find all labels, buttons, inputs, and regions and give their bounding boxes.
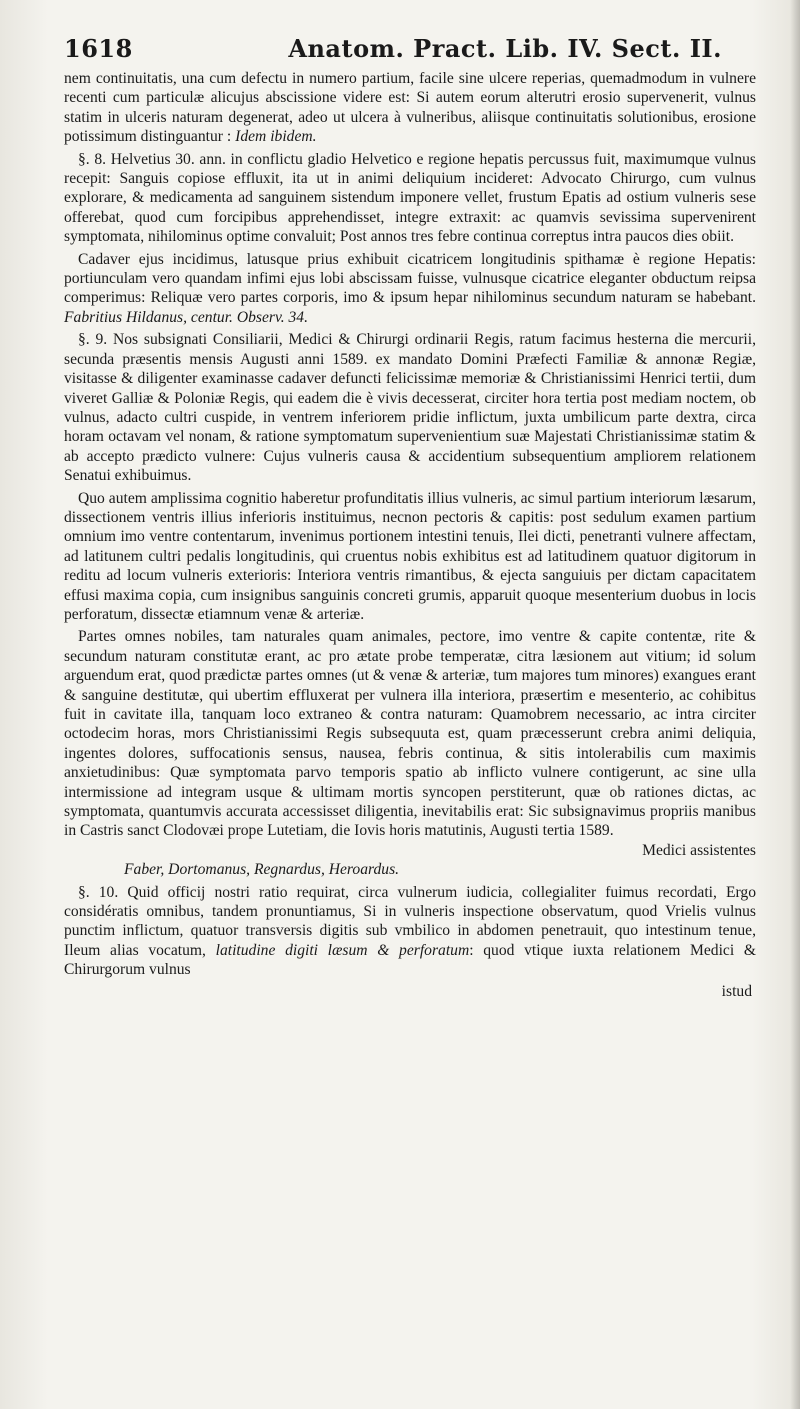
paragraph-section-9 [64, 330, 756, 485]
paragraph-text: Quo autem amplissima cognitio haberetur profunditatis illius vulneris, ac simul partium interiorum læsarum, dissectionem ventris illius inferioris instituimus, necnon pectoris & capitis: post sedulum examen partium omnium imo ventre contentarum, invenimus portionem intestini tenuis, Ilei dicti, penetranti vulnere affectam, ad latitunem cultri pedalis longitudinis, qui cruentus nobis exhibitus est ad latitudinem quatuor digitorum in reditu ad locum vulneris exterioris: Interiora ventris rimantibus, & ejecta sanguiuis per dictam capacitatem effusi maxima copia, cum insignibus sanguinis concreti grumis, apparuit quoque mesenterium duobus in locis perforatum, dissectæ etiamnum venæ & arteriæ. [64, 489, 756, 623]
citation: Fabritius Hildanus, centur. Observ. 34. [64, 308, 309, 326]
paragraph-text: §. 10. Quid officij nostri ratio requirat, circa vulnerum iudicia, collegialiter fuimus recordati, Ergo considératis omnibus, tandem pronuntiamus, Si in vulneris inspectione observatum, quod Vrielis vulnus punctim inflictum, quatuor transversis digitis sub vmbilico in abdomen penetrauit, quo intestinum tenue, Ileum alias vocatum, [64, 883, 756, 959]
paragraph-text: Partes omnes nobiles, tam naturales quam animales, pectore, imo ventre & capite contentæ, rite & secundum naturam constitutæ erant, ac pro ætate probe temperatæ, citra læsionem aut vitium; id solum arguendum erat, quod prædictæ partes omnes (ut & venæ & arteriæ, tum majores tum minores) exangues erant & sanguine destitutæ, qui ubertim effluxerat per vulnera illa interiora, præsertim e mesenterio, ac cohibitus fuit in cavitate illa, tanquam loco extraneo & contra naturam: Quamobrem necessario, ac intra circiter octodecim horas, mors Christianissimi Regis subsequuta est, quam præcesserunt crebra animi deliquia, ingentes dolores, suffocationis sensus, nausea, febris continua, & sitis intolerabilis cum maximis anxietudinibus: Quæ symptomata parvo temporis spatio ab inflicto vulnere contigerunt, ac sine ulla intermissione ad integram usque & ultimam mortis syncopen perstiterunt, quæ ob rationes dictas, ac symptomata, quantumvis accurata accessisset diligentia, inevitabilis erat: Sic subsignavimus propriis manibus in Castris sanct Clodovæi prope Lutetiam, die Iovis horis matutinis, Augusti tertia 1589. [64, 628, 756, 840]
paragraph-dissection [64, 489, 756, 625]
body-text [64, 69, 756, 980]
signature-line: Medici assistentes [642, 841, 756, 859]
paragraph-continuation [64, 69, 756, 147]
paragraph-section-8 [64, 150, 756, 247]
paragraph-text: §. 9. Nos subsignati Consiliarii, Medici & Chirurgi ordinarii Regis, ratum facimus hesterna die mercurii, secunda præsentis mensis Augusti anni 1589. ex mandato Domini Præfecti Familiæ & annonæ Regiæ, visitasse & diligenter examinasse cadaver defuncti felicissimæ memoriæ & Christianissimi Henrici tertii, dum viveret Galliæ & Poloniæ Regis, qui eadem die è vivis decesserat, circiter hora tertia post mediam noctem, ob vulnus, adacto cultri cuspide, in ventrem inferiorem pridie inflictum, juxta umbilicum parte dextra, circa horam octavam vel nonam, & ratione symptomatum supervenientium suæ Majestati Christianissimæ statim & ab accepto prædicto vulnere: Cujus vulneris causa & accidentium subsequentium ampliorem relationem Senatui exhibuimus. [64, 331, 756, 485]
paragraph-partes-nobiles [64, 627, 756, 840]
signature-names: Faber, Dortomanus, Regnardus, Heroardus. [124, 861, 400, 879]
paragraph-text: Cadaver ejus incidimus, latusque prius exhibuit cicatricem longitudinis spithamæ è regione Hepatis: portiunculam vero quandam infimi ejus lobi abscissam fuisse, vulnusque cicatrice eleganter obductum reipsa comperimus: Reliquæ vero partes corporis, imo & ipsum hepar nihilominus secundum naturam se habebant. [64, 250, 756, 307]
page-header [64, 34, 756, 63]
catchword: istud [721, 982, 752, 1000]
page-number: 1618 [64, 34, 133, 63]
page-edge-shadow [790, 0, 800, 1409]
citation: Idem ibidem. [235, 128, 317, 146]
paragraph-text: §. 8. Helvetius 30. ann. in conflictu gladio Helvetico e regione hepatis percussus fuit, maximumque vulnus recepit: Sanguis copiose effluxit, ita ut in animi deliquium incideret: Advocato Chirurgo, cum vulnus explorare, & medicamenta ad sanguinem sistendum imponere vellet, frustum Epatis ad ostium vulneris sese offerebat, quod cum forcipibus apprehendisset, integre extraxit: ac quamvis sevissima supervenirent symptomata, nihilominus optime convaluit; Post annos tres febre continua correptus intra paucos dies obiit. [64, 150, 756, 246]
italic-phrase: latitudine digiti læsum & perforatum [215, 941, 470, 959]
running-title: Anatom. Pract. Lib. IV. Sect. II. [288, 34, 722, 63]
paragraph-text: nem continuitatis, una cum defectu in numero partium, facile sine ulcere reperias, quemadmodum in vulnere recenti cum particulæ alicujus abscissione videre est: Si autem eorum alterutri erosio supervenerit, vulnus statim in ulceris naturam degenerat, adeo ut ulcera à vulneribus, aliisque continuitatis solutionibus, erosione potissimum distinguantur : [64, 70, 756, 146]
paragraph-section-10 [64, 883, 756, 980]
paragraph-cadaver [64, 250, 756, 328]
paragraph-tail: : quod vtique iuxta relationem Medici & Chirurgorum vulnus [64, 941, 756, 979]
